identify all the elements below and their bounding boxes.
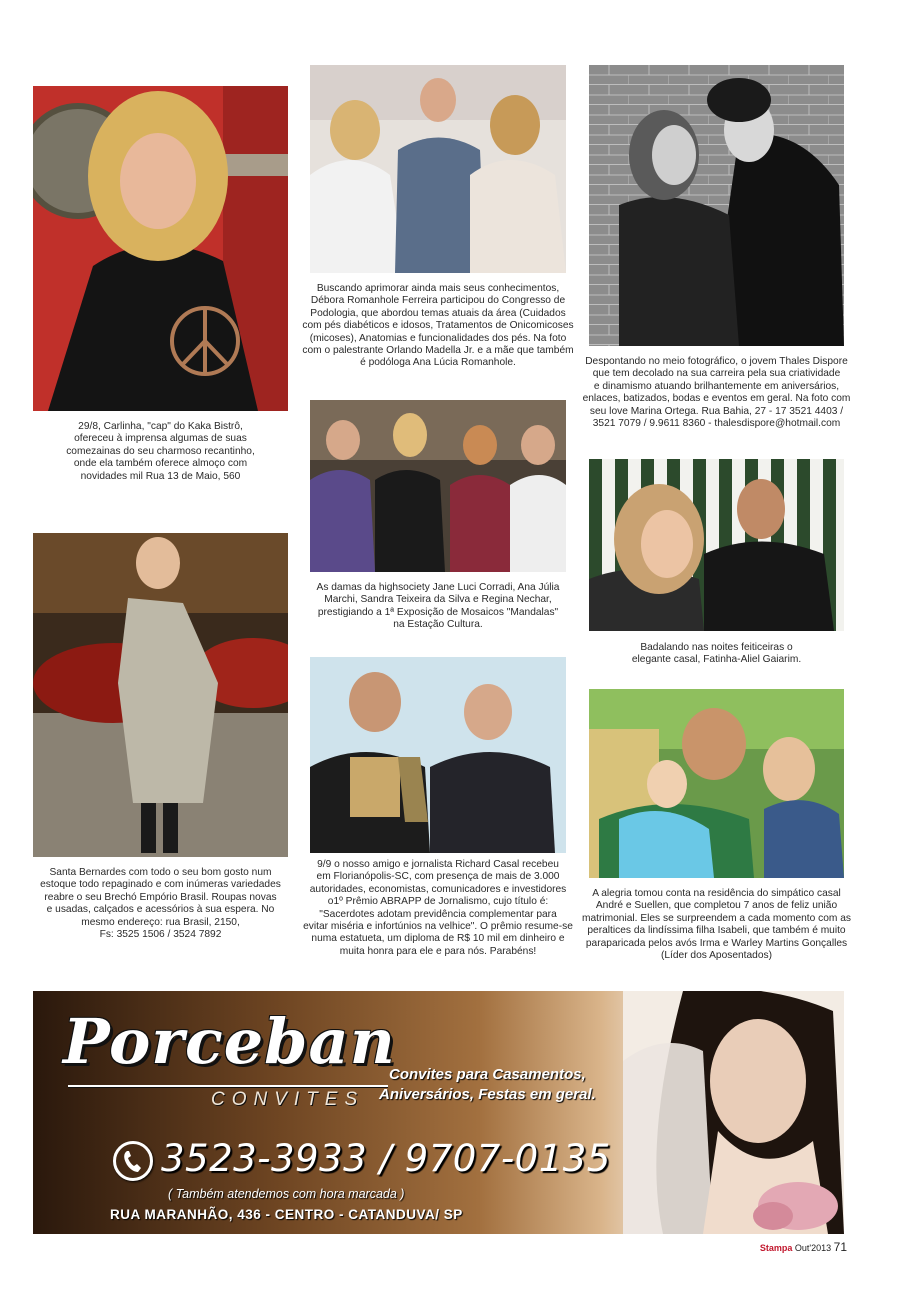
page-number: 71 bbox=[833, 1240, 847, 1254]
page-footer bbox=[760, 1240, 847, 1254]
ad-appointment-note: ( Também atendemos com hora marcada ) bbox=[168, 1187, 405, 1201]
photo-richard-casal-premio bbox=[310, 657, 566, 853]
photo-thales-marina bbox=[589, 65, 844, 346]
ad-tagline-line-2: Aniversários, Festas em geral. bbox=[379, 1086, 596, 1103]
photo-debora-congresso bbox=[310, 65, 566, 273]
caption-fatinha: Badalando nas noites feiticeiras o elegante casal, Fatinha-Aliel Gaiarim. bbox=[631, 642, 802, 666]
ad-divider bbox=[68, 1085, 388, 1087]
phone-icon bbox=[113, 1141, 153, 1181]
ad-tagline bbox=[379, 1065, 596, 1105]
ad-tagline-line-1: Convites para Casamentos, bbox=[389, 1066, 586, 1083]
caption-carlinha: 29/8, Carlinha, "cap" do Kaka Bistrô, ofereceu à imprensa algumas de suas comezainas do seu charmoso recantinho, onde ela também oferece almoço com novidades mil Rua 13 de Maio, 560 bbox=[66, 421, 255, 482]
ad-brand-subtitle: CONVITES bbox=[211, 1089, 365, 1110]
photo-fatinha-aliel bbox=[589, 459, 844, 631]
photo-santa-bernardes bbox=[33, 533, 288, 857]
caption-thales: Despontando no meio fotográfico, o jovem Thales Dispore que tem decolado na sua carreira pela sua criatividade e dinamismo atuando brilhantemente em aniversários, enlaces, batizados, bodas e eventos em geral. Na foto com seu love Marina Ortega. Rua Bahia, 27 - 17 3521 4403 / 3521 7079 / 9.9611 8360 - thalesdispore@hotmail.com bbox=[582, 356, 851, 430]
photo-andre-suellen-isabeli bbox=[589, 689, 844, 878]
caption-debora: Buscando aprimorar ainda mais seus conhecimentos, Débora Romanhole Ferreira participou do Congresso de Podologia, que abordou temas atuais da área (Cuidados com pés diabéticos e idosos, Tratamentos de Onicomicoses (micoses), Anatomias e funcionalidades dos pés. Na foto com o palestrante Orlando Madella Jr. e a mãe que também é podóloga Ana Lúcia Romanhole. bbox=[302, 283, 574, 369]
ad-phone-numbers: 3523-3933 / 9707-0135 bbox=[161, 1137, 611, 1180]
ad-brand-name: Porceban bbox=[63, 1005, 396, 1078]
ad-address: RUA MARANHÃO, 436 - CENTRO - CATANDUVA/ SP bbox=[110, 1207, 463, 1222]
caption-andre-suellen: A alegria tomou conta na residência do simpático casal André e Suellen, que completou 7 anos de feliz união matrimonial. Eles se surpreendem a cada momento com as peraltices da lindíssima filha Isabeli, que também é muito paraparicada pelos avós Irma e Warley Martins Gonçalles (Líder dos Aposentados) bbox=[582, 888, 851, 962]
caption-richard: 9/9 o nosso amigo e jornalista Richard Casal recebeu em Florianópolis-SC, com presença de mais de 3.000 autoridades, economistas, comunicadores e investidores o1º Prêmio ABRAPP de Jornalismo, cujo título é: "Sacerdotes adotam previdência complementar para evitar miséria e infortúnios na velhice". O prêmio resume-se numa estatueta, um diploma de R$ 10 mil em dinheiro e muita honra para ele e para nós. Parabéns! bbox=[303, 859, 573, 957]
caption-santa-bernardes: Santa Bernardes com todo o seu bom gosto num estoque todo repaginado e com inúmeras variedades reabre o seu Brechó Empório Brasil. Roupas novas e usadas, calçados e acessórios à sua espera. No mesmo endereço: rua Brasil, 2150, Fs: 3525 1506 / 3524 7892 bbox=[40, 867, 281, 941]
magazine-name: Stampa bbox=[759, 1243, 793, 1253]
issue-date: Out'2013 bbox=[794, 1243, 832, 1253]
porceban-advertisement bbox=[33, 991, 844, 1234]
ad-bride-photo bbox=[623, 991, 844, 1234]
photo-carlinha bbox=[33, 86, 288, 411]
caption-damas: As damas da highsociety Jane Luci Corradi, Ana Júlia Marchi, Sandra Teixeira da Silva e Regina Nechar, prestigiando a 1ª Exposição de Mosaicos "Mandalas" na Estação Cultura. bbox=[316, 582, 560, 631]
photo-damas-highsociety bbox=[310, 400, 566, 572]
